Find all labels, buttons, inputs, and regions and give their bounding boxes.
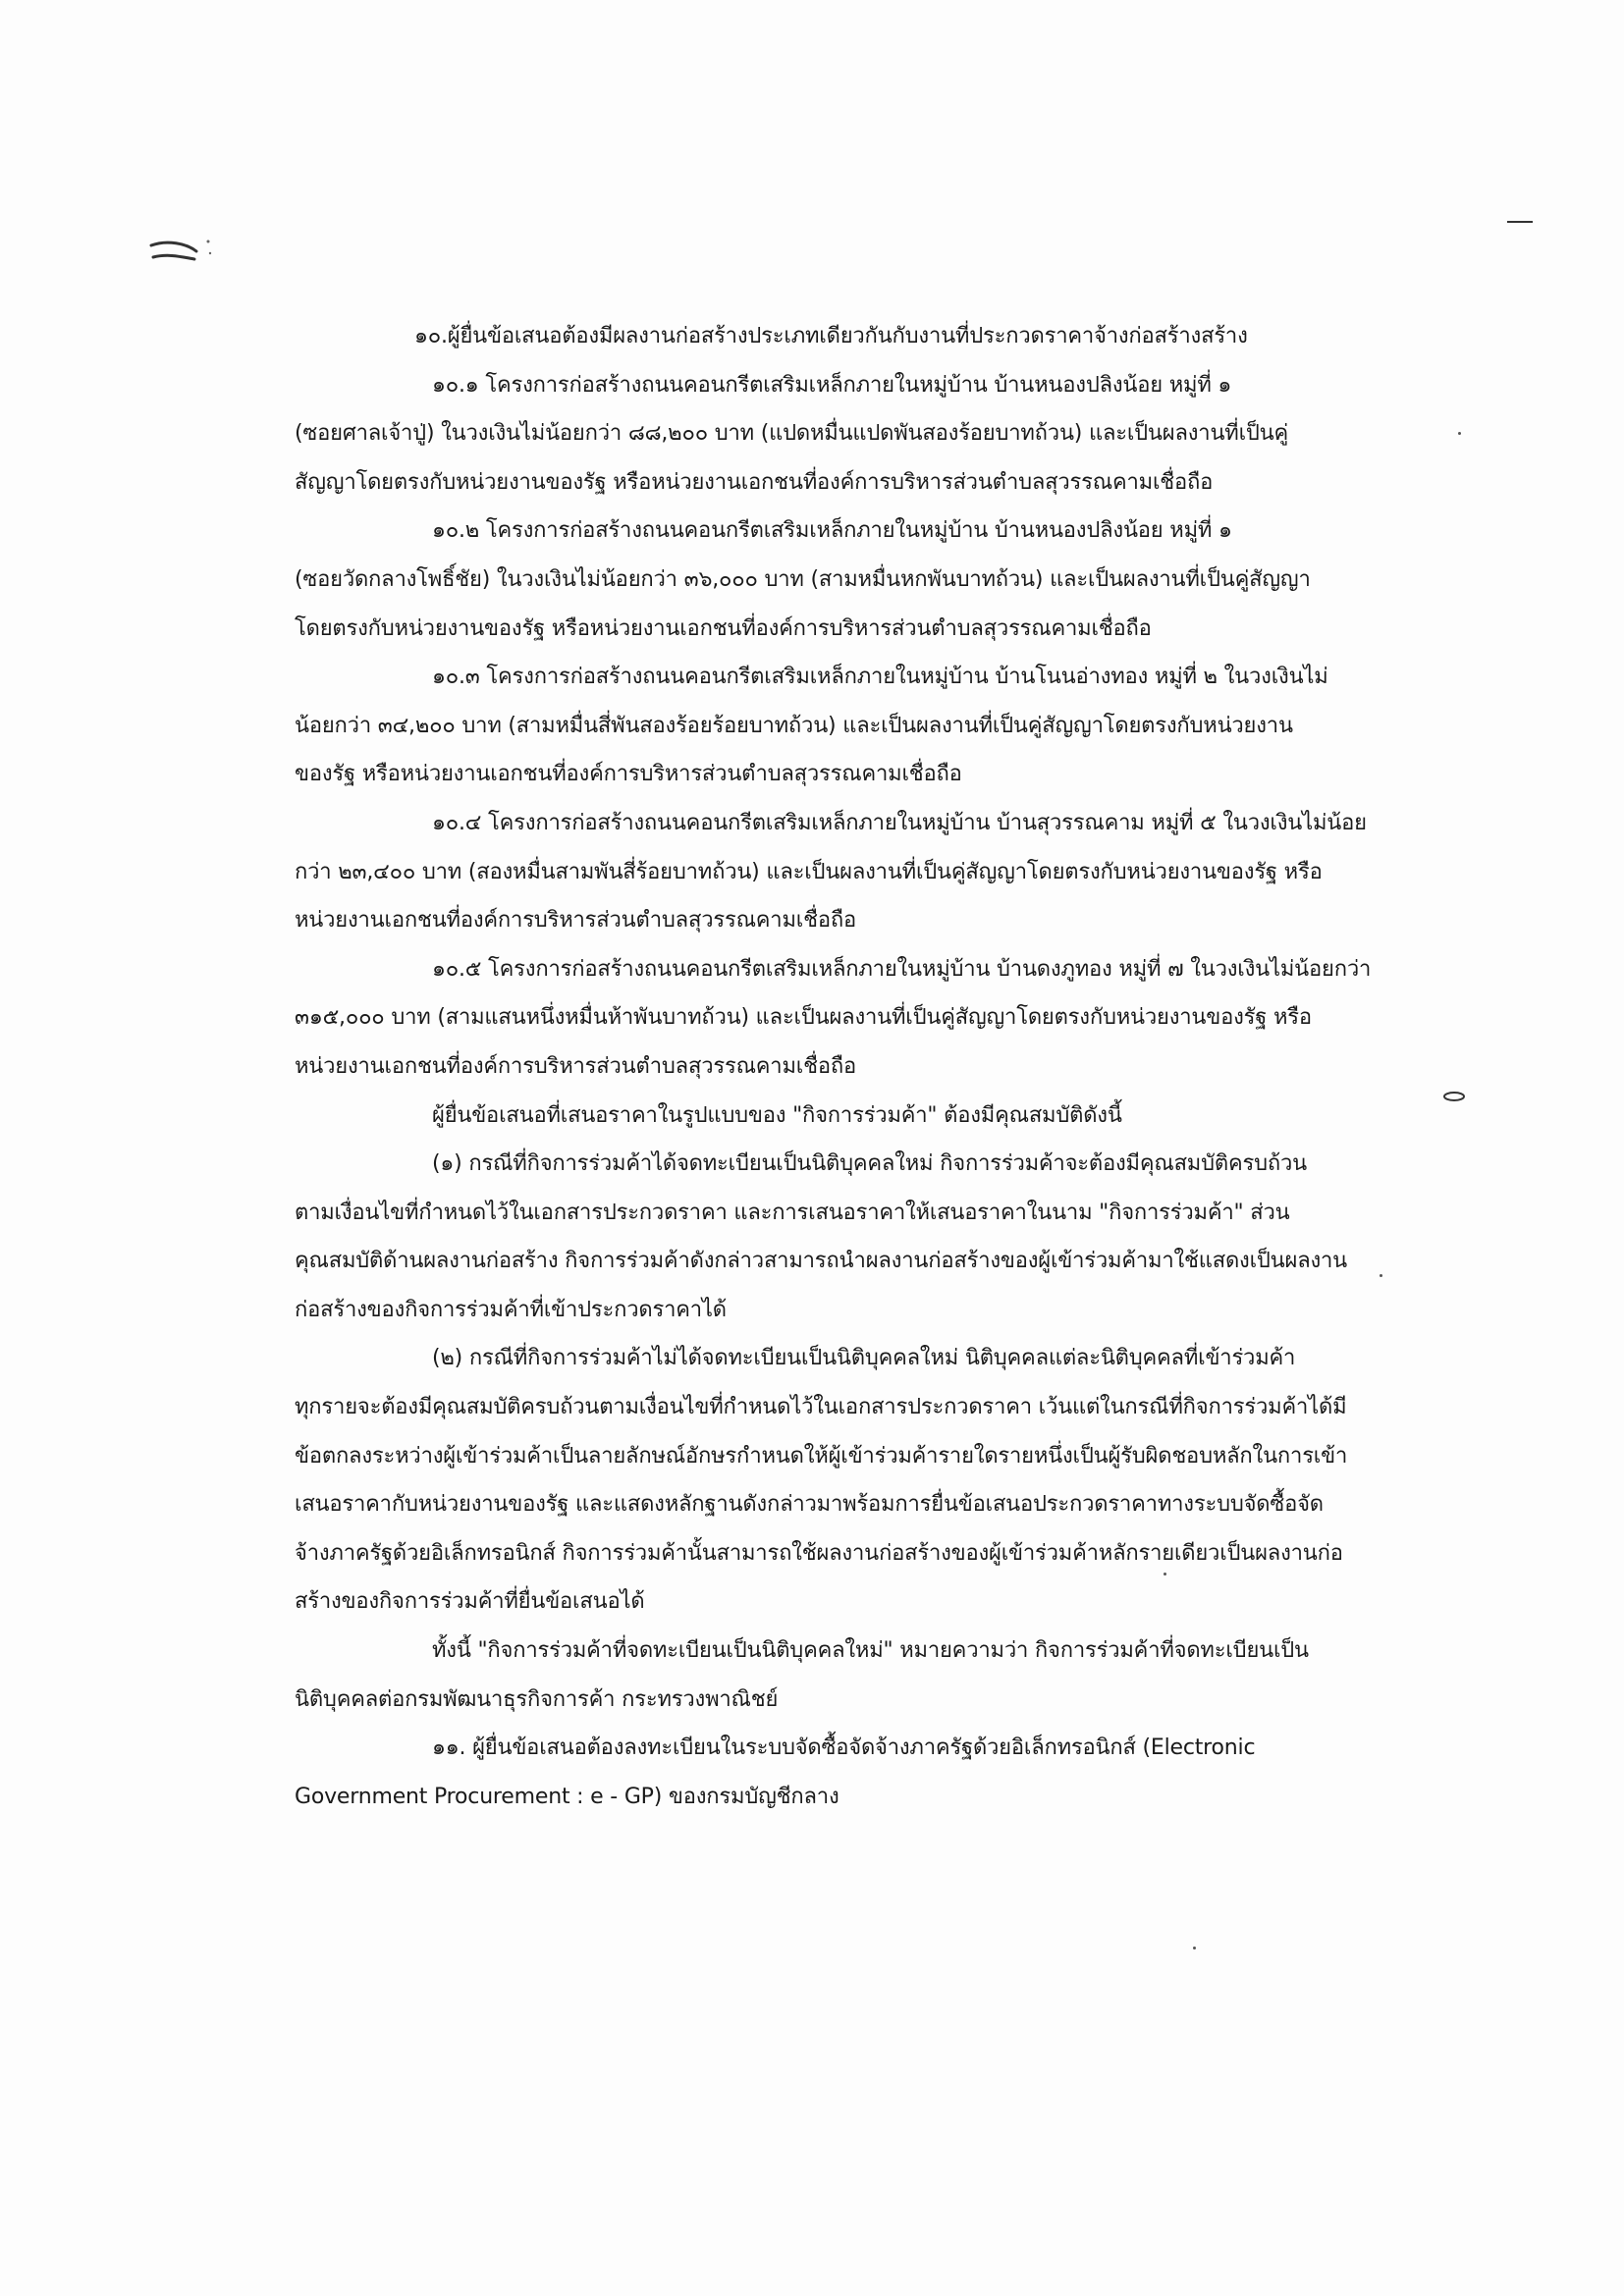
doc-line: ๑๐.๕ โครงการก่อสร้างถนนคอนกรีตเสริมเหล็กภายในหมู่บ้าน บ้านดงภูทอง หมู่ที่ ๗ ในวงเงินไม่น้อยกว่า <box>432 956 1372 982</box>
scan-dot <box>1458 432 1461 435</box>
doc-line: (๑) กรณีที่กิจการร่วมค้าได้จดทะเบียนเป็นนิติบุคคลใหม่ กิจการร่วมค้าจะต้องมีคุณสมบัติครบถ้วน <box>432 1151 1307 1177</box>
doc-line: กว่า ๒๓,๔๐๐ บาท (สองหมื่นสามพันสี่ร้อยบาทถ้วน) และเป็นผลงานที่เป็นคู่สัญญาโดยตรงกับหน่วยงานของรัฐ หรือ <box>295 859 1323 884</box>
scan-dash-mark <box>1507 221 1533 223</box>
doc-line: โดยตรงกับหน่วยงานของรัฐ หรือหน่วยงานเอกชนที่องค์การบริหารส่วนตำบลสุวรรณคามเชื่อถือ <box>295 615 1152 641</box>
doc-line: ทุกรายจะต้องมีคุณสมบัติครบถ้วนตามเงื่อนไขที่กำหนดไว้ในเอกสารประกวดราคา เว้นแต่ในกรณีที่กิจการร่วมค้าได้มี <box>295 1395 1347 1420</box>
scan-dot <box>1193 1947 1196 1949</box>
doc-line: (ซอยวัดกลางโพธิ์ชัย) ในวงเงินไม่น้อยกว่า ๓๖,๐๐๐ บาท (สามหมื่นหกพันบาทถ้วน) และเป็นผลงานที่เป็นคู่สัญญา <box>295 566 1311 592</box>
doc-line: เสนอราคากับหน่วยงานของรัฐ และแสดงหลักฐานดังกล่าวมาพร้อมการยื่นข้อเสนอประกวดราคาทางระบบจัดซื้อจัด <box>295 1492 1324 1518</box>
doc-line: (ซอยศาลเจ้าปู่) ในวงเงินไม่น้อยกว่า ๘๘,๒๐๐ บาท (แปดหมื่นแปดพันสองร้อยบาทถ้วน) และเป็นผลงานที่เป็นคู่ <box>295 421 1289 447</box>
document-body <box>295 312 1380 1821</box>
doc-line: ของรัฐ หรือหน่วยงานเอกชนที่องค์การบริหารส่วนตำบลสุวรรณคามเชื่อถือ <box>295 762 962 787</box>
doc-line: Government Procurement : e - GP) ของกรมบัญชีกลาง <box>295 1784 839 1809</box>
doc-line: ก่อสร้างของกิจการร่วมค้าที่เข้าประกวดราคาได้ <box>295 1297 727 1322</box>
doc-line: ตามเงื่อนไขที่กำหนดไว้ในเอกสารประกวดราคา และการเสนอราคาให้เสนอราคาในนาม "กิจการร่วมค้า" ส่วน <box>295 1200 1290 1225</box>
scan-mark-icon <box>147 236 216 265</box>
doc-line: หน่วยงานเอกชนที่องค์การบริหารส่วนตำบลสุวรรณคามเชื่อถือ <box>295 908 856 934</box>
doc-line: ๑๑. ผู้ยื่นข้อเสนอต้องลงทะเบียนในระบบจัดซื้อจัดจ้างภาครัฐด้วยอิเล็กทรอนิกส์ (Electronic <box>432 1735 1256 1761</box>
doc-line: ผู้ยื่นข้อเสนอที่เสนอราคาในรูปแบบของ "กิจการร่วมค้า" ต้องมีคุณสมบัติดังนี้ <box>432 1102 1122 1128</box>
doc-line: ๓๑๕,๐๐๐ บาท (สามแสนหนึ่งหมื่นห้าพันบาทถ้วน) และเป็นผลงานที่เป็นคู่สัญญาโดยตรงกับหน่วยงานของรัฐ หรือ <box>295 1005 1312 1031</box>
doc-line: ๑๐.๑ โครงการก่อสร้างถนนคอนกรีตเสริมเหล็กภายในหมู่บ้าน บ้านหนองปลิงน้อย หมู่ที่ ๑ <box>432 372 1232 398</box>
scan-loop-icon <box>1441 1090 1467 1103</box>
doc-line: ข้อตกลงระหว่างผู้เข้าร่วมค้าเป็นลายลักษณ์อักษรกำหนดให้ผู้เข้าร่วมค้ารายใดรายหนึ่งเป็นผู้รับผิดชอบหลักในการเข้า <box>295 1443 1348 1468</box>
doc-line: ๑๐.๒ โครงการก่อสร้างถนนคอนกรีตเสริมเหล็กภายในหมู่บ้าน บ้านหนองปลิงน้อย หมู่ที่ ๑ <box>432 518 1232 544</box>
doc-line: ทั้งนี้ "กิจการร่วมค้าที่จดทะเบียนเป็นนิติบุคคลใหม่" หมายความว่า กิจการร่วมค้าที่จดทะเบียนเป็น <box>432 1638 1309 1664</box>
doc-line: ๑๐.๓ โครงการก่อสร้างถนนคอนกรีตเสริมเหล็กภายในหมู่บ้าน บ้านโนนอ่างทอง หมู่ที่ ๒ ในวงเงินไม่ <box>432 665 1328 690</box>
doc-line: นิติบุคคลต่อกรมพัฒนาธุรกิจการค้า กระทรวงพาณิชย์ <box>295 1686 779 1712</box>
doc-line: คุณสมบัติด้านผลงานก่อสร้าง กิจการร่วมค้าดังกล่าวสามารถนำผลงานก่อสร้างของผู้เข้าร่วมค้ามาใช้แสดงเป็นผลงาน <box>295 1249 1348 1274</box>
doc-line: หน่วยงานเอกชนที่องค์การบริหารส่วนตำบลสุวรรณคามเชื่อถือ <box>295 1053 856 1079</box>
doc-line: น้อยกว่า ๓๔,๒๐๐ บาท (สามหมื่นสี่พันสองร้อยร้อยบาทถ้วน) และเป็นผลงานที่เป็นคู่สัญญาโดยตรงกับหน่วยงาน <box>295 713 1293 738</box>
doc-line: สัญญาโดยตรงกับหน่วยงานของรัฐ หรือหน่วยงานเอกชนที่องค์การบริหารส่วนตำบลสุวรรณคามเชื่อถือ <box>295 469 1214 495</box>
doc-line: สร้างของกิจการร่วมค้าที่ยื่นข้อเสนอได้ <box>295 1589 645 1615</box>
doc-line: จ้างภาครัฐด้วยอิเล็กทรอนิกส์ กิจการร่วมค้านั้นสามารถใช้ผลงานก่อสร้างของผู้เข้าร่วมค้าหลักรายเดียวเป็นผลงานก่อ <box>295 1540 1343 1566</box>
scan-dot <box>1380 1274 1382 1277</box>
doc-line: ๑๐.๔ โครงการก่อสร้างถนนคอนกรีตเสริมเหล็กภายในหมู่บ้าน บ้านสุวรรณคาม หมู่ที่ ๕ ในวงเงินไม่น้อย <box>432 810 1367 835</box>
doc-line: ๑๐.ผู้ยื่นข้อเสนอต้องมีผลงานก่อสร้างประเภทเดียวกันกับงานที่ประกวดราคาจ้างก่อสร้างสร้าง <box>414 324 1248 348</box>
doc-line: (๒) กรณีที่กิจการร่วมค้าไม่ได้จดทะเบียนเป็นนิติบุคคลใหม่ นิติบุคคลแต่ละนิติบุคคลที่เข้าร่วมค้า <box>432 1346 1296 1371</box>
